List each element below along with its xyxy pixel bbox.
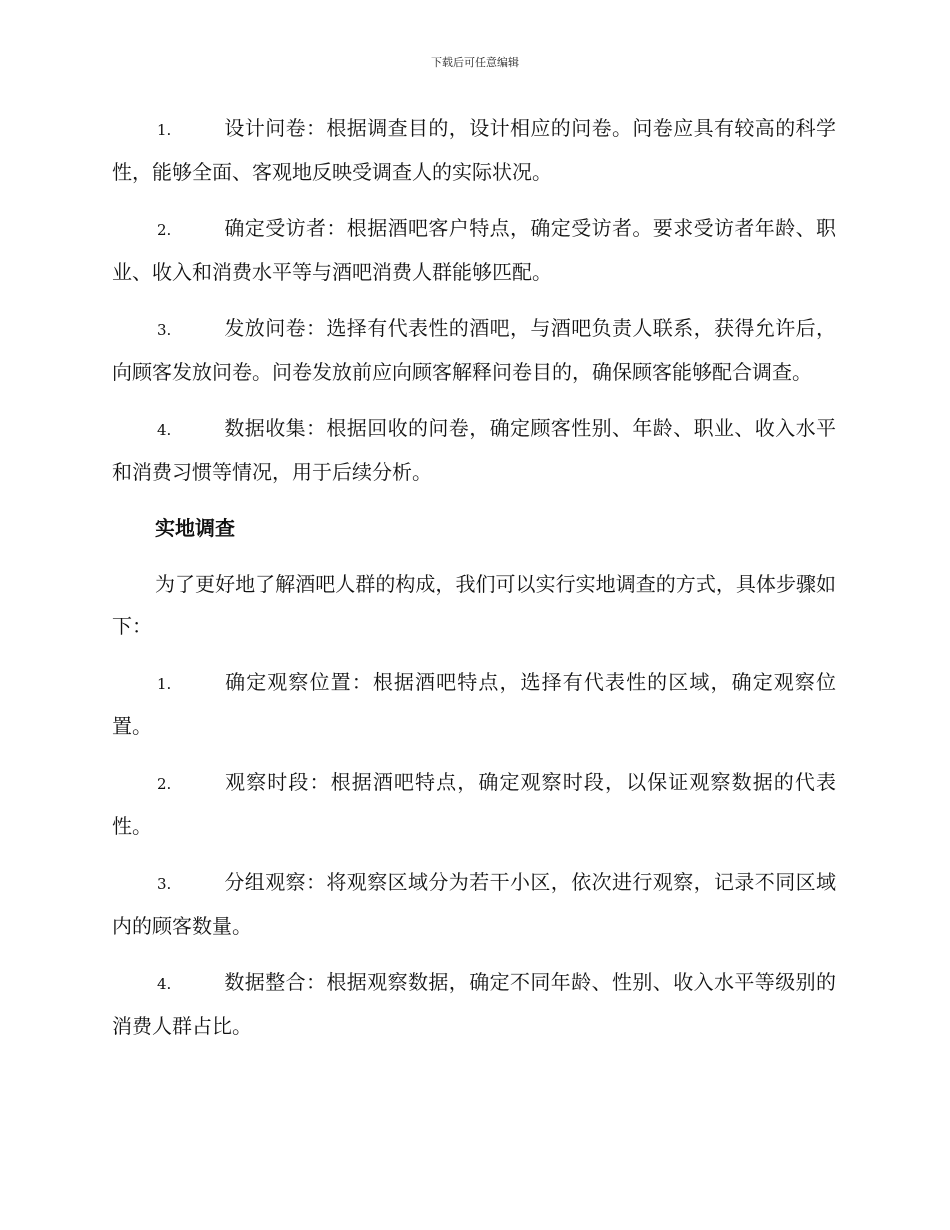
list-item xyxy=(112,961,836,1047)
list-item-number: 1. xyxy=(157,121,172,139)
list-item-text: 分组观察：将观察区域分为若干小区，依次进行观察，记录不同区域内的顾客数量。 xyxy=(112,870,836,938)
list-item-text: 观察时段：根据酒吧特点，确定观察时段，以保证观察数据的代表性。 xyxy=(112,770,836,838)
list-item-number: 1. xyxy=(157,675,172,693)
document-body xyxy=(112,107,836,1061)
list-item xyxy=(112,407,836,493)
list-item-number: 3. xyxy=(157,875,172,893)
list-item-text: 发放问卷：选择有代表性的酒吧，与酒吧负责人联系，获得允许后，向顾客发放问卷。问卷发放前应向顾客解释问卷目的，确保顾客能够配合调查。 xyxy=(112,316,836,384)
header-note: 下载后可任意编辑 xyxy=(431,56,519,69)
list-item-number: 3. xyxy=(157,321,172,339)
list-item-number: 4. xyxy=(157,975,172,993)
list-item xyxy=(112,207,836,293)
list-item-text: 设计问卷：根据调查目的，设计相应的问卷。问卷应具有较高的科学性，能够全面、客观地反映受调查人的实际状况。 xyxy=(112,116,836,184)
list-item xyxy=(112,761,836,847)
list-item-text: 数据收集：根据回收的问卷，确定顾客性别、年龄、职业、收入水平和消费习惯等情况，用于后续分析。 xyxy=(112,416,836,484)
section-heading: 实地调查 xyxy=(155,516,235,540)
list-item xyxy=(112,107,836,193)
list-item-number: 4. xyxy=(157,421,172,439)
intro-paragraph: 为了更好地了解酒吧人群的构成，我们可以实行实地调查的方式，具体步骤如下： xyxy=(112,572,836,638)
list-item-number: 2. xyxy=(157,775,172,793)
list-item-text: 确定观察位置：根据酒吧特点，选择有代表性的区域，确定观察位置。 xyxy=(112,670,836,738)
list-item-text: 数据整合：根据观察数据，确定不同年龄、性别、收入水平等级别的消费人群占比。 xyxy=(112,970,836,1038)
list-item xyxy=(112,661,836,747)
list-item xyxy=(112,861,836,947)
list-item xyxy=(112,307,836,393)
list-item-number: 2. xyxy=(157,221,172,239)
list-item-text: 确定受访者：根据酒吧客户特点，确定受访者。要求受访者年龄、职业、收入和消费水平等与酒吧消费人群能够匹配。 xyxy=(112,216,836,284)
